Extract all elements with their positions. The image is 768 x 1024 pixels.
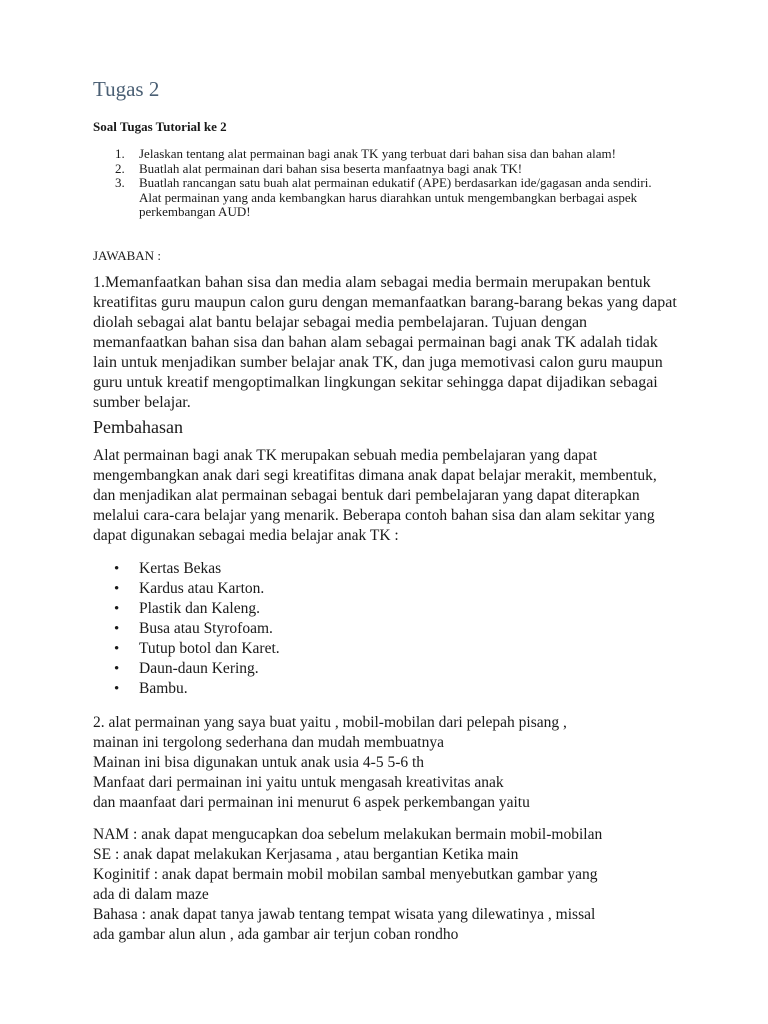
- material-list: [93, 559, 593, 699]
- list-item: • Kertas Bekas: [93, 559, 593, 579]
- question-text: Buatlah alat permainan dari bahan sisa beserta manfaatnya bagi anak TK!: [139, 160, 523, 176]
- question-item: [93, 162, 653, 177]
- list-item: • Bambu.: [93, 679, 593, 699]
- aspect-line: SE : anak dapat melakukan Kerjasama , atau bergantian Ketika main: [93, 846, 519, 863]
- question-item: [93, 147, 653, 162]
- aspect-line: ada di dalam maze: [93, 886, 209, 903]
- answer-2-line: dan maanfaat dari permainan ini menurut 6 aspek perkembangan yaitu: [93, 794, 530, 811]
- aspect-line: Koginitif : anak dapat bermain mobil mobilan sambal menyebutkan gambar yang: [93, 866, 598, 883]
- development-aspects-block: [93, 825, 693, 945]
- question-item: [93, 176, 653, 220]
- answer-label: JAWABAN :: [93, 248, 161, 263]
- list-item: • Daun-daun Kering.: [93, 659, 593, 679]
- question-number: 1.: [115, 146, 125, 161]
- question-text: Jelaskan tentang alat permainan bagi anak TK yang terbuat dari bahan sisa dan bahan alam!: [139, 146, 616, 161]
- question-number: 3.: [115, 175, 125, 190]
- question-text: Buatlah rancangan satu buah alat permainan edukatif (APE) berdasarkan ide/gagasan anda sendiri. Alat permainan yang anda kembangkan harus diarahkan untuk mengembangkan berbagai aspek perkembangan AUD!: [139, 175, 652, 219]
- answer-2-line: Manfaat dari permainan ini yaitu untuk mengasah kreativitas anak: [93, 774, 504, 791]
- question-list: [93, 147, 653, 220]
- aspect-line: NAM : anak dapat mengucapkan doa sebelum melakukan bermain mobil-mobilan: [93, 826, 603, 843]
- document-subtitle: Soal Tugas Tutorial ke 2: [93, 119, 227, 134]
- answer-2-line: 2. alat permainan yang saya buat yaitu , mobil-mobilan dari pelepah pisang ,: [93, 714, 567, 731]
- answer-2-line: mainan ini tergolong sederhana dan mudah membuatnya: [93, 734, 444, 751]
- discussion-heading: Pembahasan: [93, 417, 183, 437]
- list-item: • Plastik dan Kaleng.: [93, 599, 593, 619]
- aspect-line: Bahasa : anak dapat tanya jawab tentang tempat wisata yang dilewatinya , missal: [93, 906, 596, 923]
- list-item: • Tutup botol dan Karet.: [93, 639, 593, 659]
- question-number: 2.: [115, 160, 125, 176]
- document-title: Tugas 2: [93, 77, 160, 101]
- answer-1-paragraph: 1.Memanfaatkan bahan sisa dan media alam sebagai media bermain merupakan bentuk kreatifitas guru maupun calon guru dengan memanfaatkan barang-barang bekas yang dapat diolah sebagai alat bantu belajar sebagai media pembelajaran. Tujuan dengan memanfaatkan bahan sisa dan bahan alam sebagai permainan bagi anak TK adalah tidak lain untuk menjadikan sumber belajar anak TK, dan juga memotivasi calon guru maupun guru untuk kreatif mengoptimalkan lingkungan sekitar sehingga dapat dijadikan sebagai sumber belajar.: [93, 274, 677, 411]
- answer-2-block: [93, 713, 693, 813]
- discussion-paragraph: Alat permainan bagi anak TK merupakan sebuah media pembelajaran yang dapat mengembangkan anak dari segi kreatifitas dimana anak dapat belajar merakit, membentuk, dan menjadikan alat permainan sebagai bentuk dari pembelajaran yang dapat diterapkan melalui cara-cara belajar yang menarik. Beberapa contoh bahan sisa dan alam sekitar yang dapat digunakan sebagai media belajar anak TK :: [93, 447, 657, 544]
- list-item: • Busa atau Styrofoam.: [93, 619, 593, 639]
- list-item: • Kardus atau Karton.: [93, 579, 593, 599]
- answer-2-line: Mainan ini bisa digunakan untuk anak usia 4-5 5-6 th: [93, 754, 425, 771]
- aspect-line: ada gambar alun alun , ada gambar air terjun coban rondho: [93, 926, 459, 943]
